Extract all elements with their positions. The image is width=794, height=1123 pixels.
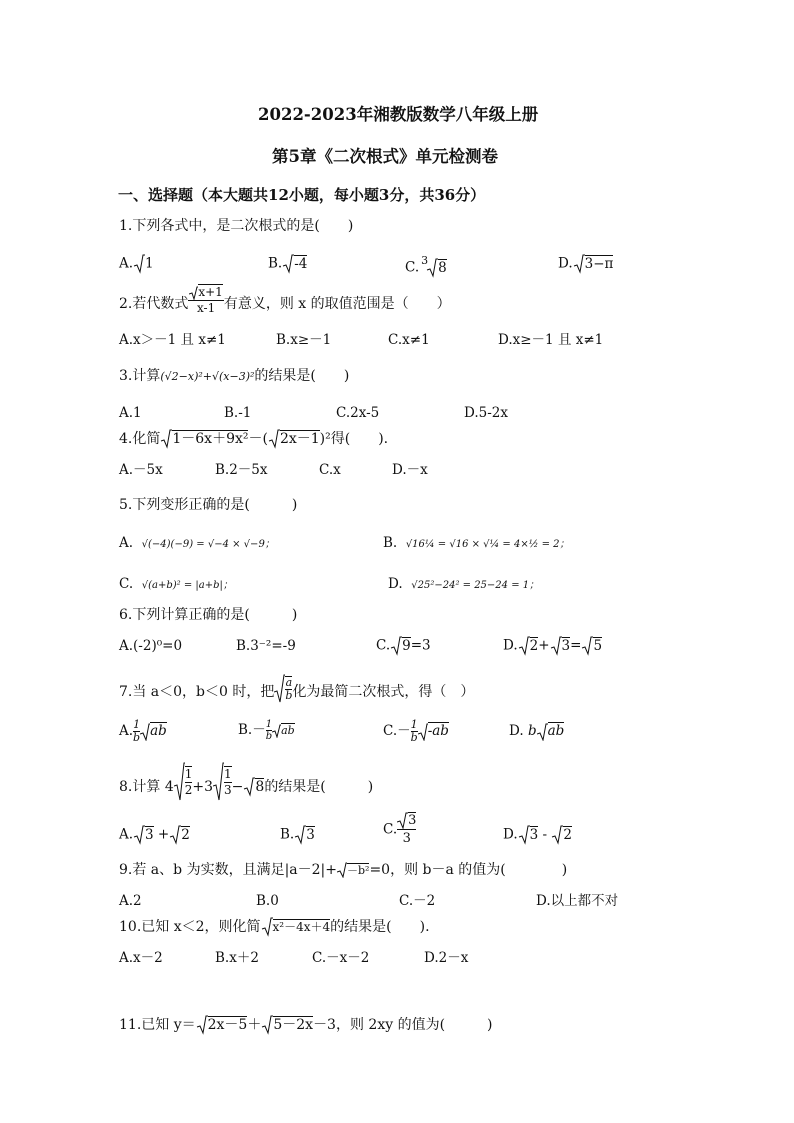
q1-option-a-radicand: 1 <box>145 255 154 272</box>
q8-option-c-fraction <box>397 812 416 847</box>
radical-sign-icon <box>337 862 347 878</box>
q2-stem-prefix: 2.若代数式 <box>119 295 189 312</box>
q9-radicand: －b² <box>346 864 370 877</box>
radical-sign-icon <box>282 254 294 274</box>
radical-sign-icon <box>581 636 593 656</box>
q7-option-c-denominator: b <box>410 731 418 744</box>
q11-radicand-2: 5－2x <box>273 1017 314 1033</box>
q11-stem-prefix: 11.已知 y＝ <box>119 1017 196 1033</box>
q11-radicand-1: 2x－5 <box>207 1017 248 1033</box>
radical-sign-icon <box>140 723 150 741</box>
section-heading: 一、选择题（本大题共12小题，每小题3分，共36分） <box>118 186 486 204</box>
q8-fraction-1-numerator: 1 <box>184 767 193 781</box>
radical-sign-icon <box>213 762 224 802</box>
q8-option-a-radicand-2: 2 <box>181 826 190 843</box>
q3-stem-prefix: 3.计算 <box>119 368 161 384</box>
question-5-stem: 5.下列变形正确的是( ) <box>119 497 298 513</box>
q2-fraction <box>188 285 223 315</box>
q7-option-a-fraction <box>133 719 140 744</box>
q7-option-d-label: D. <box>509 723 524 739</box>
q5-option-a <box>119 534 275 554</box>
q8-option-a-label: A. <box>119 826 134 843</box>
q1-option-a <box>119 254 154 274</box>
q1-option-b-radicand: -4 <box>294 255 308 272</box>
q8-minus: − <box>231 779 244 795</box>
question-6-stem: 6.下列计算正确的是( ) <box>119 607 298 623</box>
radical-sign-icon <box>518 825 530 845</box>
q6-option-d-radicand-2: 3 <box>561 637 571 654</box>
radical-sign-icon <box>243 777 255 797</box>
q8-plus-coefficient: +3 <box>192 779 214 795</box>
radical-sign-icon <box>418 723 428 741</box>
q1-option-b-label: B. <box>268 255 283 272</box>
q7-option-d-coefficient: b <box>527 723 537 739</box>
question-11-stem <box>119 1015 493 1035</box>
q7-option-b <box>238 719 295 742</box>
q7-option-b-denominator: b <box>265 731 273 742</box>
q6-option-a: A.(-2)⁰=0 <box>119 638 183 654</box>
q7-option-c <box>383 719 449 744</box>
q1-option-c-index: 3 <box>421 254 429 267</box>
radical-sign-icon <box>551 825 563 845</box>
q7-stem-prefix: 7.当 a＜0，b＜0 时，把 <box>119 684 275 700</box>
q7-fraction-numerator: a <box>285 676 293 689</box>
radical-sign-icon <box>518 636 530 656</box>
q7-option-c-fraction <box>411 719 418 744</box>
q3-expression: (√2−x)²+√(x−3)² <box>160 370 255 383</box>
q5-option-b <box>383 534 570 554</box>
question-2-stem <box>119 285 451 315</box>
q4-minus: －( <box>248 431 268 447</box>
q2-option-d: D.x≥－1 且 x≠1 <box>498 332 604 348</box>
q6-option-d-radicand-1: 2 <box>529 637 539 654</box>
q3-option-b: B.-1 <box>224 405 252 421</box>
q8-option-a-radicand-1: 3 <box>145 826 154 843</box>
q10-stem-prefix: 10.已知 x＜2，则化简 <box>119 919 261 935</box>
radical-sign-icon <box>294 825 306 845</box>
q8-fraction-1-denominator: 2 <box>184 783 193 797</box>
q5-option-b-label: B. <box>383 535 398 551</box>
q2-numerator-radicand: x+1 <box>198 285 223 299</box>
q2-stem-suffix: 有意义，则 x 的取值范围是（ ） <box>223 295 451 312</box>
question-10-stem <box>119 917 430 937</box>
radical-sign-icon <box>397 812 408 829</box>
radical-sign-icon <box>196 1015 208 1035</box>
question-8-stem <box>119 767 374 802</box>
document-title: 2022-2023年湘教版数学八年级上册 <box>258 105 539 124</box>
q2-option-b: B.x≥－1 <box>276 332 332 348</box>
q8-coefficient-1: 4 <box>164 779 174 795</box>
radical-sign-icon <box>537 723 548 741</box>
document-subtitle: 第5章《二次根式》单元检测卷 <box>272 147 498 166</box>
q5-option-a-expression: √(−4)(−9) = √−4 × √−9； <box>141 539 275 550</box>
q7-option-c-label: C.－ <box>383 723 411 739</box>
q10-option-d: D.2－x <box>424 950 469 966</box>
radical-sign-icon <box>189 286 198 300</box>
q7-option-b-numerator: 1 <box>265 719 273 730</box>
q10-radicand: x²－4x＋4 <box>272 920 331 934</box>
q6-option-c-radicand: 9 <box>402 637 411 654</box>
q8-fraction-2-numerator: 1 <box>224 767 232 781</box>
q1-option-b <box>268 254 307 274</box>
q3-option-a: A.1 <box>119 405 142 421</box>
q11-stem-suffix: －3，则 2xy 的值为( ) <box>313 1017 493 1033</box>
q10-option-c: C.－x－2 <box>312 950 370 966</box>
q7-option-a-radicand: ab <box>150 723 167 739</box>
q7-option-c-numerator: 1 <box>410 718 418 731</box>
q6-option-d <box>503 636 602 656</box>
q4-option-a: A.－5x <box>119 462 163 478</box>
q8-radicand-3: 8 <box>255 779 265 795</box>
q5-option-b-expression: √16¼ = √16 × √¼ = 4×½ = 2； <box>405 539 570 550</box>
q10-option-a: A.x－2 <box>119 950 163 966</box>
q7-option-a-denominator: b <box>133 731 141 744</box>
q8-option-c-denominator: 3 <box>402 831 411 846</box>
q10-option-b: B.x＋2 <box>215 950 259 966</box>
q5-option-d-expression: √25²−24² = 25−24 = 1； <box>411 580 540 591</box>
q2-option-c: C.x≠1 <box>388 332 430 348</box>
q3-option-d: D.5-2x <box>464 405 508 421</box>
q8-option-b-radicand: 3 <box>306 826 315 843</box>
q8-option-c <box>383 812 416 847</box>
q8-stem-prefix: 8.计算 <box>119 779 161 795</box>
radical-sign-icon <box>261 917 273 937</box>
q1-option-d-label: D. <box>558 255 573 272</box>
question-9-stem <box>119 861 567 880</box>
q8-fraction-2-denominator: 3 <box>224 783 232 797</box>
q8-option-a <box>119 825 190 845</box>
q7-option-d <box>509 722 564 741</box>
q1-option-a-label: A. <box>119 255 134 272</box>
q4-radicand-2: 2x－1 <box>279 431 320 447</box>
q8-option-b <box>280 825 315 845</box>
q8-option-c-label: C. <box>383 821 398 838</box>
q6-option-c-label: C. <box>376 637 391 654</box>
q4-option-c: C.x <box>319 462 341 478</box>
q2-option-a: A.x＞－1 且 x≠1 <box>119 332 226 348</box>
radical-sign-icon <box>133 825 145 845</box>
q6-option-d-plus: + <box>538 637 550 654</box>
q5-option-d <box>388 575 539 595</box>
radical-sign-icon <box>169 825 181 845</box>
q2-fraction-denominator: x-1 <box>196 300 216 315</box>
q7-option-c-radicand: -ab <box>427 723 449 739</box>
q8-option-c-numerator <box>397 812 416 830</box>
q6-option-c-result: =3 <box>410 637 431 654</box>
q5-option-c <box>119 575 233 595</box>
q8-stem-suffix: 的结果是( ) <box>264 779 374 795</box>
q1-option-c-label: C. <box>405 259 420 276</box>
q6-option-d-label: D. <box>503 637 518 654</box>
q6-option-d-radicand-3: 5 <box>593 637 603 654</box>
q3-stem-suffix: 的结果是( ) <box>254 368 350 384</box>
radical-sign-icon <box>274 674 285 704</box>
q7-fraction-denominator: b <box>285 689 293 702</box>
q8-option-d-radicand-2: 2 <box>563 826 572 843</box>
q5-option-c-expression: √(a+b)² = |a+b|； <box>141 580 233 591</box>
q6-option-c <box>376 636 431 656</box>
radical-sign-icon <box>573 254 585 274</box>
question-1-stem: 1.下列各式中，是二次根式的是( ) <box>119 218 354 234</box>
radical-sign-icon <box>390 636 402 656</box>
q8-option-a-plus: + <box>153 826 170 843</box>
q7-option-d-radicand: ab <box>547 723 565 739</box>
radical-sign-icon <box>261 1015 273 1035</box>
q7-option-a <box>119 719 167 744</box>
q8-option-d <box>503 825 572 845</box>
q6-option-d-equals: = <box>570 637 582 654</box>
q9-stem-prefix: 9.若 a、b 为实数，且满足|a－2|+ <box>119 862 337 878</box>
q8-option-b-label: B. <box>280 826 295 843</box>
q1-option-d <box>558 254 613 274</box>
q8-fraction-2 <box>224 766 232 798</box>
radical-sign-icon <box>272 724 281 738</box>
q5-option-a-label: A. <box>119 535 134 551</box>
q2-fraction-numerator <box>188 285 223 301</box>
q6-option-b: B.3⁻²=-9 <box>236 638 296 654</box>
q4-radicand-1: 1－6x＋9x² <box>172 431 249 447</box>
q4-stem-suffix: )²得( ). <box>319 431 389 447</box>
question-4-stem <box>119 429 388 449</box>
radical-sign-icon <box>268 429 280 449</box>
q4-option-b: B.2－5x <box>215 462 268 478</box>
radical-sign-icon <box>133 254 145 274</box>
radical-sign-icon <box>174 762 185 802</box>
q11-plus: ＋ <box>247 1017 262 1033</box>
q7-option-a-numerator: 1 <box>133 718 141 731</box>
q7-option-b-radicand: ab <box>281 724 295 737</box>
q9-option-d: D.以上都不对 <box>536 893 619 909</box>
q3-option-c: C.2x-5 <box>336 405 380 421</box>
q1-option-d-radicand: 3−π <box>584 255 614 272</box>
q4-stem-prefix: 4.化简 <box>119 431 161 447</box>
q1-option-c <box>405 254 447 278</box>
q1-option-c-radicand: 8 <box>438 259 447 276</box>
q9-option-c: C.－2 <box>399 893 436 909</box>
question-3-stem <box>119 367 349 386</box>
q9-option-b: B.0 <box>256 893 279 909</box>
q10-stem-suffix: 的结果是( ). <box>330 919 430 935</box>
q7-option-b-label: B.－ <box>238 722 266 738</box>
q7-option-a-label: A. <box>119 723 134 739</box>
q9-stem-suffix: =0，则 b－a 的值为( ) <box>369 862 568 878</box>
q4-option-d: D.－x <box>392 462 428 478</box>
q8-option-c-numerator-radicand: 3 <box>408 813 417 828</box>
q5-option-d-label: D. <box>388 576 403 592</box>
radical-sign-icon <box>160 429 172 449</box>
q8-option-d-radicand-1: 3 <box>529 826 539 843</box>
q5-option-c-label: C. <box>119 576 134 592</box>
q7-stem-suffix: 化为最简二次根式，得（ ） <box>292 684 475 700</box>
q9-option-a: A.2 <box>119 893 142 909</box>
q8-option-d-minus: - <box>538 826 552 843</box>
question-7-stem <box>119 676 475 704</box>
q8-option-d-label: D. <box>503 826 518 843</box>
radical-sign-icon <box>550 636 562 656</box>
